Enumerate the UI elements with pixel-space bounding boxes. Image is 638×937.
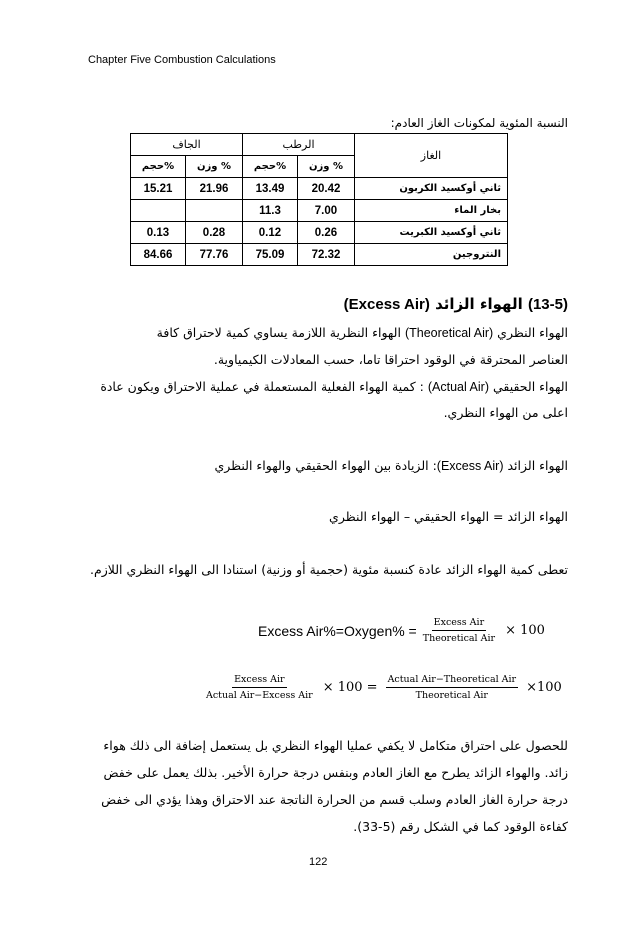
wet-volume: 0.12: [243, 222, 298, 244]
text-span-en: (Excess Air): [436, 459, 504, 473]
excess-air-equation-2: [200, 674, 566, 701]
wet-volume: 11.3: [243, 200, 298, 222]
section-number: (13-5): [527, 296, 568, 313]
section-heading: [344, 295, 568, 313]
page-number: 122: [309, 856, 328, 868]
excess-air-definition: [214, 458, 568, 473]
text-span: الهواء النظري: [493, 325, 568, 340]
text-span-en: (Theoretical Air): [404, 326, 494, 340]
eq2-frac2-denominator: Theoretical Air: [415, 690, 488, 701]
percent-note: تعطى كمية الهواء الزائد عادة كنسبة مئوية (حجمية أو وزنية) استنادا الى الهواء النظري اللازم.: [90, 562, 568, 577]
table-row: [131, 200, 508, 222]
header-wet: الرطب: [243, 134, 355, 156]
eq1-fraction: [421, 617, 497, 644]
text-span: الهواء الزائد: [503, 458, 568, 473]
theoretical-air-line-2: العناصر المحترقة في الوقود احتراقا تاما، حسب المعادلات الكيمياوية.: [213, 352, 568, 367]
dry-weight: 21.96: [185, 178, 242, 200]
table-row: [131, 222, 508, 244]
eq1-numerator: Excess Air: [432, 617, 486, 631]
exhaust-gas-table: [130, 133, 508, 266]
eq2-fraction-2: [386, 674, 519, 701]
gas-name: ثاني أوكسيد الكربون: [355, 178, 508, 200]
theoretical-air-line-1: [157, 325, 568, 340]
eq1-lhs: Excess Air%=Oxygen% =: [258, 622, 417, 639]
gas-name: النتروجين: [355, 244, 508, 266]
dry-volume: 0.13: [131, 222, 186, 244]
running-header: Chapter Five Combustion Calculations: [88, 54, 276, 66]
dry-volume: [131, 200, 186, 222]
dry-volume: 15.21: [131, 178, 186, 200]
table-caption: النسبة المئوية لمكونات الغاز العادم:: [390, 116, 568, 130]
actual-air-line-1: [100, 379, 568, 394]
section-title-ar: الهواء الزائد: [435, 295, 523, 313]
table-row: [131, 244, 508, 266]
subheader-wet-weight: % وزن: [297, 156, 354, 178]
dry-weight: [185, 200, 242, 222]
subheader-wet-volume: %حجم: [243, 156, 298, 178]
eq2-frac2-numerator: Actual Air−Theoretical Air: [386, 674, 519, 688]
gas-name: بخار الماء: [355, 200, 508, 222]
excess-air-equation-1: [258, 617, 549, 644]
gas-name: ثاني أوكسيد الكبريت: [355, 222, 508, 244]
text-span: : الزيادة بين الهواء الحقيقي والهواء النظري: [214, 458, 437, 473]
eq1-times: × 100: [505, 623, 545, 638]
eq1-denominator: Theoretical Air: [422, 633, 496, 644]
header-dry: الجاف: [131, 134, 243, 156]
section-title-en: (Excess Air): [343, 296, 430, 313]
dry-weight: 0.28: [185, 222, 242, 244]
eq2-mid: × 100 =: [322, 680, 378, 695]
wet-volume: 75.09: [243, 244, 298, 266]
actual-air-line-2: اعلى من الهواء النظري.: [443, 405, 568, 420]
text-span-en: (Actual Air): [427, 380, 489, 394]
header-gas: الغاز: [355, 134, 508, 178]
eq2-frac1-denominator: Actual Air−Excess Air: [206, 690, 313, 701]
wet-weight: 0.26: [297, 222, 354, 244]
table-header-row: [131, 134, 508, 156]
eq2-fraction-1: [204, 674, 315, 701]
table-row: [131, 178, 508, 200]
wet-weight: 72.32: [297, 244, 354, 266]
wet-volume: 13.49: [243, 178, 298, 200]
subheader-dry-weight: % وزن: [185, 156, 242, 178]
text-span: : كمية الهواء الفعلية المستعملة في عملية الاحتراق ويكون عادة: [100, 379, 428, 394]
closing-line-2: زائد. والهواء الزائد يطرح مع الغاز العادم وبنفس درجة حرارة الأخير. بذلك يعمل على خفض: [103, 765, 568, 780]
eq2-frac1-numerator: Excess Air: [232, 674, 286, 688]
text-span: الهواء الحقيقي: [489, 379, 568, 394]
dry-volume: 84.66: [131, 244, 186, 266]
text-span: الهواء النظرية اللازمة يساوي كمية لاحتراق كافة: [156, 325, 405, 340]
wet-weight: 20.42: [297, 178, 354, 200]
dry-weight: 77.76: [185, 244, 242, 266]
closing-line-3: درجة حرارة الغاز العادم وسلب قسم من الحرارة الناتجة عند الاحتراق وهذا يؤدي الى خفض: [101, 792, 568, 807]
subheader-dry-volume: %حجم: [131, 156, 186, 178]
closing-line-4: كفاءة الوقود كما في الشكل رقم (5-33).: [353, 819, 568, 834]
eq2-tail: ×100: [526, 680, 562, 695]
closing-line-1: للحصول على احتراق متكامل لا يكفي عمليا الهواء النظري بل يستعمل إضافة الى ذلك هواء: [103, 738, 568, 753]
excess-air-word-formula: الهواء الزائد = الهواء الحقيقي – الهواء النظري: [329, 509, 568, 524]
wet-weight: 7.00: [297, 200, 354, 222]
